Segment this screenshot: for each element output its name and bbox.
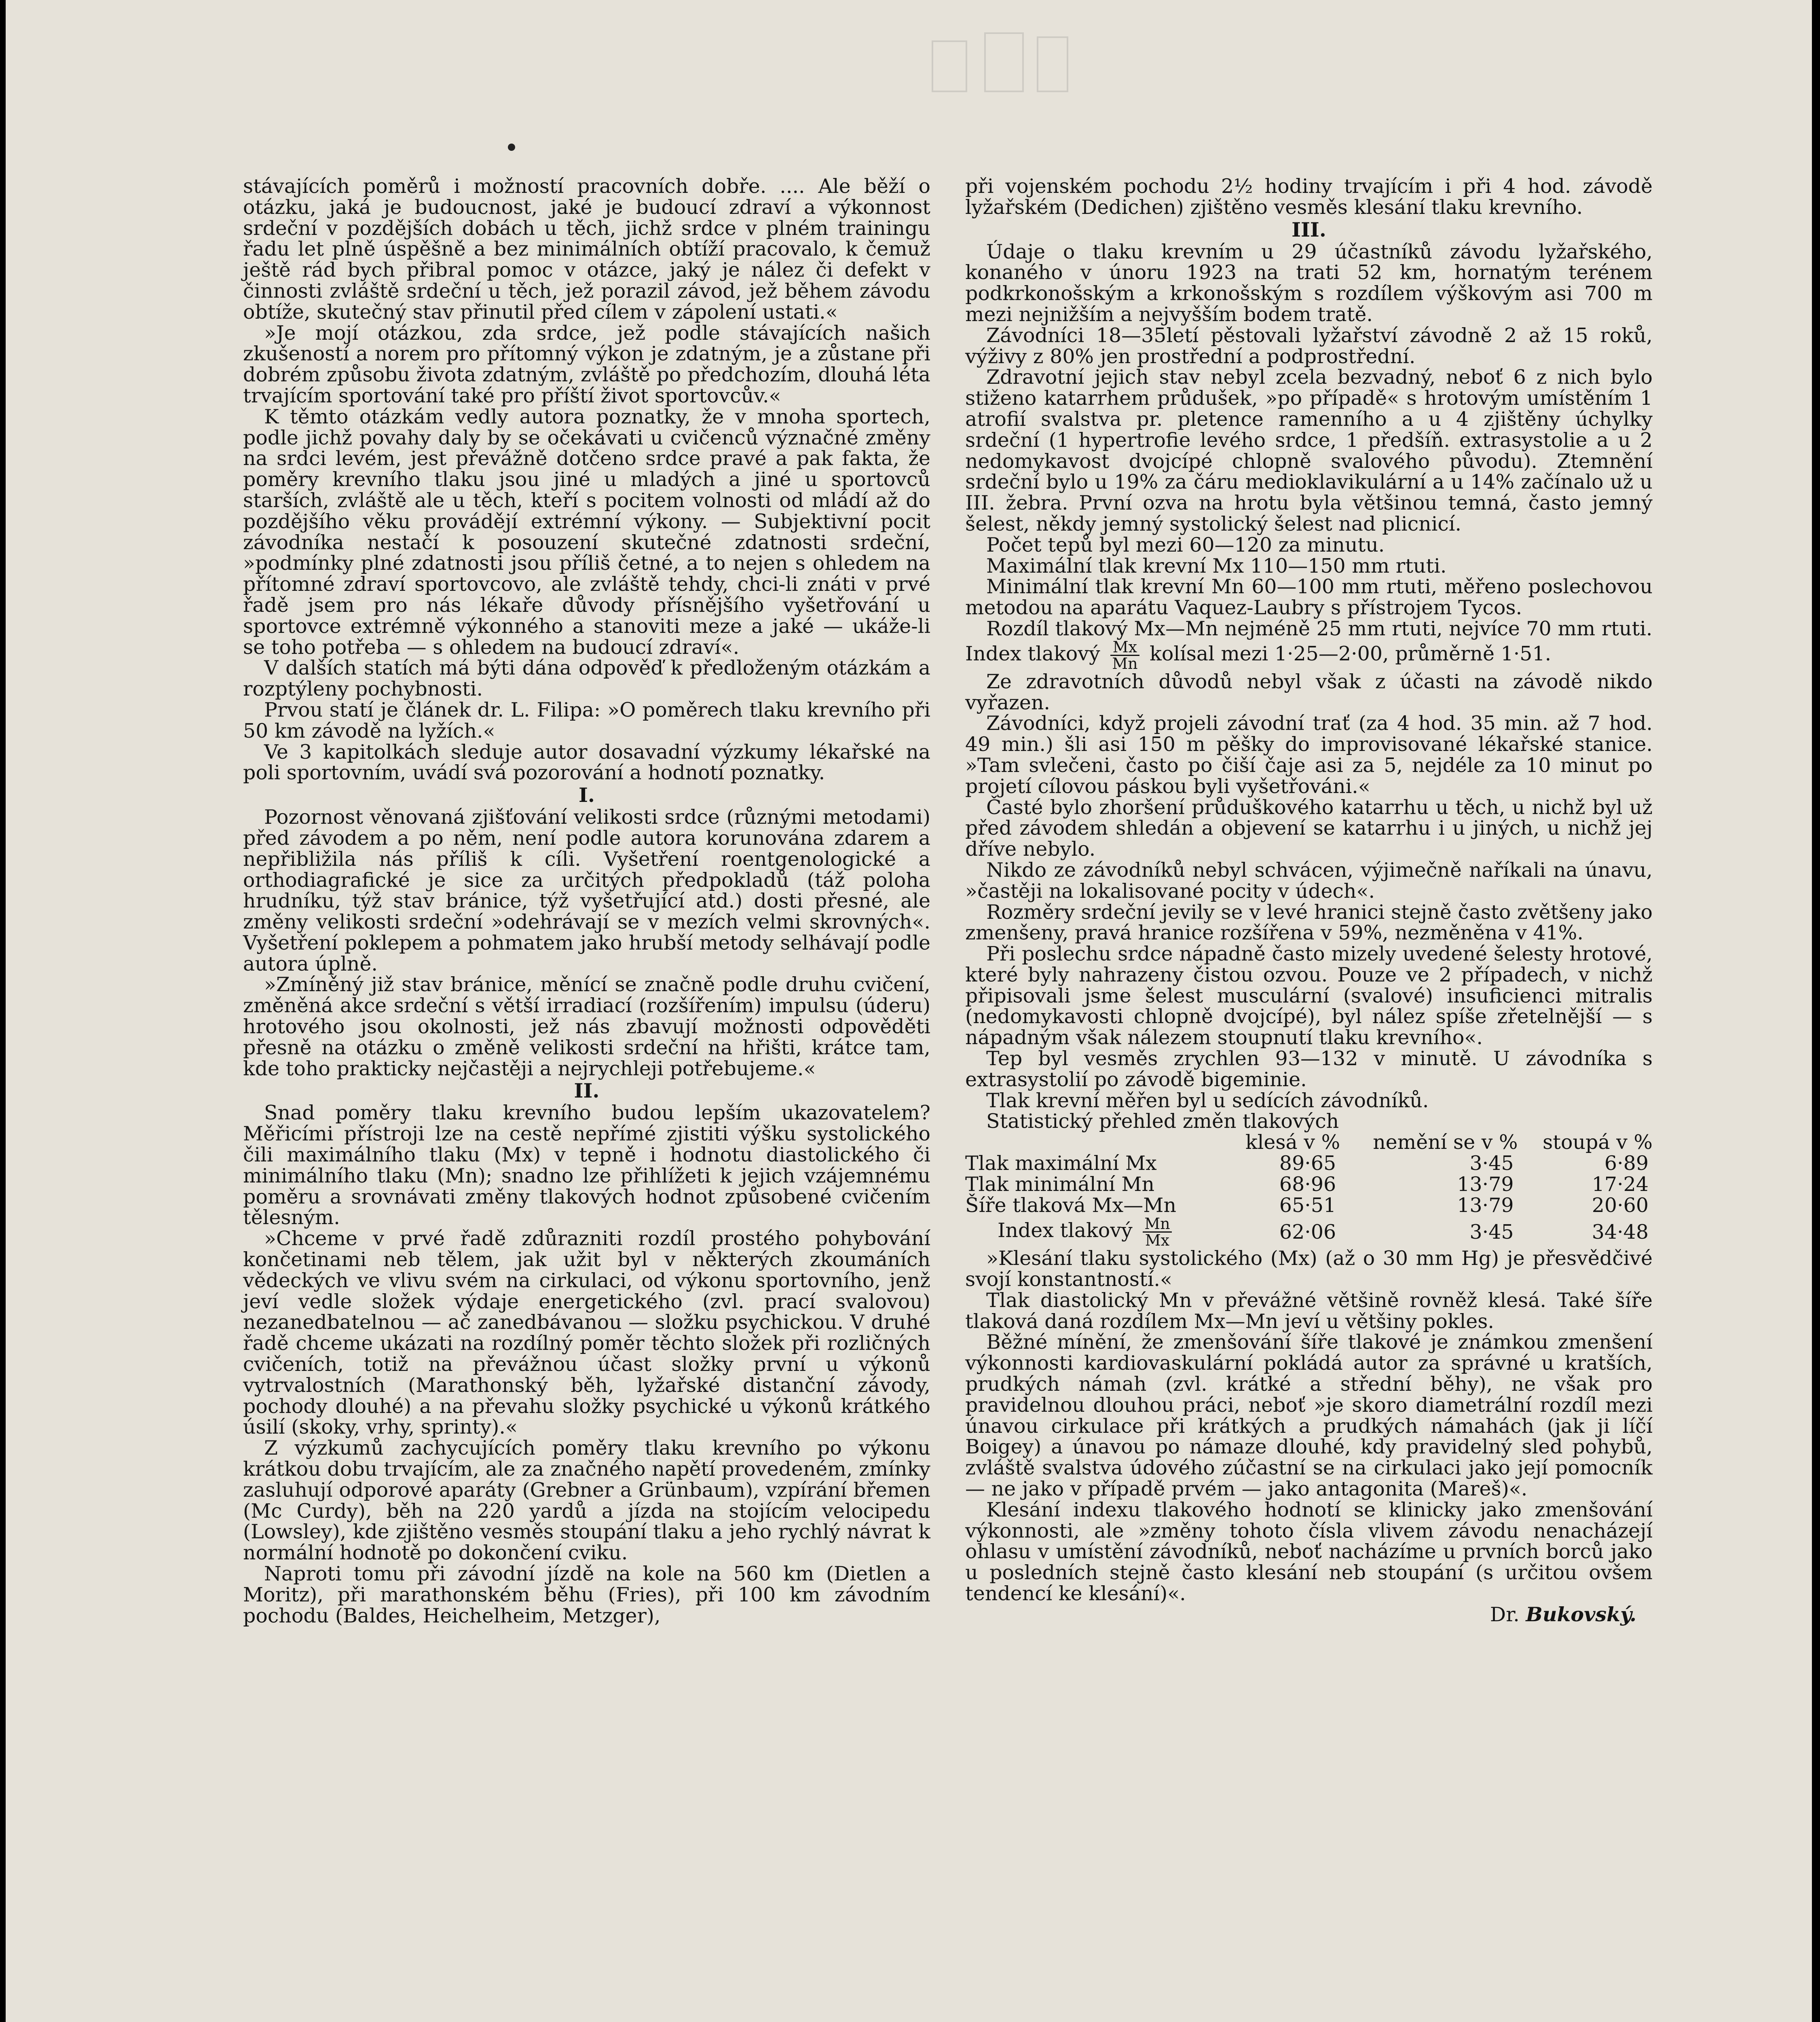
paragraph: Snad poměry tlaku krevního budou lepším ukazovatelem? Měřicími přístroji lze na cestě nepřímé zjistiti výšku systolického čili maximálního tlaku (Mx) v tepně i hodnotu diastolického či minimálního tlaku (Mn); snadno lze přihlížeti k jejich vzájemnému poměru a srovnávati změny tlakových hodnot způsobené cvičením tělesným. — [243, 1101, 930, 1229]
paragraph: »Je mojí otázkou, zda srdce, jež podle stávajících našich zkušeností a norem pro přítomný výkon je zdatným, je a zůstane při dobrém způsobu života zdatným, zvláště po předchozím, dlouhá léta trvajícím sportování také pro příští život sportovcův.« — [243, 321, 930, 407]
paragraph: Rozdíl tlakový Mx—Mn nejméně 25 mm rtuti, nejvíce 70 mm rtuti. — [986, 617, 1653, 640]
paragraph: V dalších statích má býti dána odpověď k předloženým otázkám a rozptýleny pochybnosti. — [243, 656, 930, 701]
section-heading-1: I. — [579, 783, 595, 807]
paragraph: Naproti tomu při závodní jízdě na kole na 560 km (Dietlen a Moritz), při marathonském běhu (Fries), při 100 km závodním pochodu (Baldes, Heichelheim, Metzger), — [243, 1562, 930, 1627]
cell-same: 3·45 — [1469, 1152, 1514, 1175]
paragraph: Ve 3 kapitolkách sleduje autor dosavadní výzkumy lékařské na poli sportovním, uvádí svá pozorování a hodnotí poznatky. — [243, 740, 930, 785]
dot-mark — [508, 144, 515, 151]
table-header: stoupá v % — [1543, 1131, 1653, 1154]
row-label: Šíře tlaková Mx—Mn — [965, 1194, 1177, 1217]
cell-fall: 65·51 — [1279, 1194, 1336, 1217]
paragraph: Tep byl vesměs zrychlen 93—132 v minutě. U závodníka s extrasystolií po závodě bigeminie. — [965, 1047, 1653, 1091]
fraction-numerator: Mn — [1143, 1216, 1171, 1233]
paragraph: Maximální tlak krevní Mx 110—150 mm rtuti. — [986, 554, 1447, 577]
paragraph: Nikdo ze závodníků nebyl schvácen, výjimečně naříkali na únavu, »častěji na lokalisované pocity v údech«. — [965, 858, 1653, 903]
row-label: Tlak maximální Mx — [965, 1152, 1157, 1175]
row-label — [965, 1216, 1224, 1248]
table-header: nemění se v % — [1373, 1131, 1518, 1154]
paragraph: »Klesání tlaku systolického (Mx) (až o 30 mm Hg) je přesvědčivé svojí konstantností.« — [965, 1247, 1653, 1291]
table-row — [965, 1195, 1653, 1216]
index-formula-line — [965, 639, 1653, 671]
table-row — [965, 1174, 1653, 1195]
table-row-index — [965, 1216, 1653, 1248]
section-heading-2: II. — [574, 1079, 600, 1103]
cell-same: 3·45 — [1469, 1220, 1514, 1244]
paragraph: stávajících poměrů i možností pracovních dobře. .... Ale běží o otázku, jaká je budoucnost, jaké je budoucí zdraví a výkonnost srdeční v pozdějších dobách u těch, jichž srdce v plném trainingu řadu let plně úspěšně a bez minimálních obtíží pracovalo, k čemuž ještě rád bych přibral pomoc v otázce, jaký je nález či defekt v činnosti zvláště srdeční u těch, jež porazil závod, jež během závodu obtíže, skutečný stav přinutil před cílem v zápolení ustati.« — [243, 175, 930, 324]
right-column — [965, 176, 1653, 1625]
paragraph: Z výzkumů zachycujících poměry tlaku krevního po výkonu krátkou dobu trvajícím, ale za značného napětí provedeném, zmínky zasluhují odporové aparáty (Grebner a Grünbaum), vzpírání břemen (Mc Curdy), běh na 220 yardů a jízda na stojícím velocipedu (Lowsley), kde zjištěno vesměs stoupání tlaku a jeho rychlý návrat k normální hodnotě po dokončení cviku. — [243, 1436, 930, 1565]
paragraph: při vojenském pochodu 2½ hodiny trvajícím i při 4 hod. závodě lyžařském (Dedichen) zjištěno vesměs klesání tlaku krevního. — [965, 175, 1653, 219]
signature — [965, 1604, 1653, 1625]
left-column — [243, 176, 930, 1626]
paragraph: »Zmíněný již stav bránice, měnící se značně podle druhu cvičení, změněná akce srdeční s větší irradiací (rozšířením) impulsu (úderu) hrotového jsou okolnosti, jež nás zbavují možnosti odpověděti přesně na otázku o změně velikosti srdeční na hřišti, krátce tam, kde toho prakticky nejčastěji a nejrychleji potřebujeme.« — [243, 973, 930, 1080]
paragraph: K těmto otázkám vedly autora poznatky, že v mnoha sportech, podle jichž povahy daly by se očekávati u cvičenců význačné změny na srdci levém, jest převážně dotčeno srdce pravé a pak fakta, že poměry krevního tlaku jsou jiné u mladých a jiné u sportovců starších, zvláště ale u těch, kteří s pocitem volnosti od mládí až do pozdějšího věku provádějí extrémní výkony. — Subjektivní pocit závodníka nestačí k posouzení skutečné zdatnosti srdeční, »podmínky plné zdatnosti jsou příliš četné, a to nejen s ohledem na přítomné zdraví sportovcovo, ale zvláště tehdy, chci-li znáti v prvé řadě jsem pro nás lékaře důvody přísnějšího vyšetřování u sportovce extrémně výkonného a stanoviti meze a jaké — ukáže-li se toho potřeba — s ohledem na budoucí zdraví«. — [243, 405, 930, 659]
scanned-page — [6, 0, 1812, 2022]
paragraph: Klesání indexu tlakového hodnotí se klinicky jako zmenšování výkonnosti, ale »změny tohoto čísla vlivem závodu nenacházejí ohlasu v umístění závodníků, neboť nacházíme u prvních borců jako u posledních stejně často klesání neb stoupání (s určitou ovšem tendencí ke klesání)«. — [965, 1498, 1653, 1605]
table-header — [965, 1132, 1224, 1153]
row-label: Tlak minimální Mn — [965, 1173, 1155, 1196]
statistics-table — [965, 1132, 1653, 1248]
paragraph: Závodníci, když projeli závodní trať (za 4 hod. 35 min. až 7 hod. 49 min.) šli asi 150 m pěšky do improvisované lékařské stanice. »Tam svlečeni, často po čiší čaje asi za 5, nejdéle za 10 minut po projetí cílovou páskou byli vyšetřováni.« — [965, 712, 1653, 798]
paragraph: Rozměry srdeční jevily se v levé hranici stejně často zvětšeny jako zmenšeny, pravá hranice rozšířena v 59%, nezměněna v 41%. — [965, 900, 1653, 945]
index-fraction — [1110, 639, 1139, 671]
paragraph: Závodníci 18—35letí pěstovali lyžařství závodně 2 až 15 roků, výživy z 80% jen prostřední a podprostřední. — [965, 324, 1653, 368]
paragraph: Zdravotní jejich stav nebyl zcela bezvadný, neboť 6 z nich bylo stiženo katarrhem průdušek, »po případě« s hrotovým umístěním 1 atrofií svalstva pr. pletence ramenního a u 4 zjištěny úchylky srdeční (1 hypertrofie levého srdce, 1 předšíň. extrasystolie a u 2 nedomykavost dvojcípé chlopně svalového původu). Ztemnění srdeční bylo u 19% za čáru medioklavikulární a u 14% začínalo už u III. žebra. První ozva na hrotu byla většinou temná, často jemný šelest, někdy jemný systolický šelest nad plicnicí. — [965, 366, 1653, 535]
cell-same: 13·79 — [1457, 1173, 1514, 1196]
paragraph: Tlak diastolický Mn v převážné většině rovněž klesá. Také šíře tlaková daná rozdílem Mx—Mn jeví u většiny pokles. — [965, 1288, 1653, 1333]
fraction-numerator: Mx — [1110, 639, 1139, 656]
fraction-denominator: Mx — [1145, 1231, 1170, 1250]
paragraph: Počet tepů byl mezi 60—120 za minutu. — [986, 533, 1385, 556]
paragraph: Pozornost věnovaná zjišťování velikosti srdce (různými metodami) před závodem a po něm, není podle autora korunována zdarem a nepřibližila nás příliš k cíli. Vyšetření roentgenologické a orthodiagrafické je sice za určitých předpokladů (táž poloha hrudníku, týž stav bránice, týž vyšetřující atd.) dosti přesné, ale změny velikosti srdeční »odehrávají se v mezích velmi skrovných«. Vyšetření poklepem a pohmatem jako hrubší metody selhávají podle autora úplně. — [243, 806, 930, 975]
table-row — [965, 1153, 1653, 1174]
cell-same: 13·79 — [1457, 1194, 1514, 1217]
paragraph: Při poslechu srdce nápadně často mizely uvedené šelesty hrotové, které byly nahrazeny čistou ozvou. Pouze ve 2 případech, v nichž připisovali jsme šelest musculární (svalové) insuficienci mitralis (nedomykavosti chlopně dvojcípé), byl nález spíše zřetelnější — s nápadným však nálezem stoupnutí tlaku krevního«. — [965, 942, 1653, 1049]
cell-fall: 89·65 — [1279, 1152, 1336, 1175]
index-fraction — [1143, 1216, 1171, 1248]
cell-rise: 6·89 — [1604, 1152, 1649, 1175]
paragraph: Údaje o tlaku krevním u 29 účastníků závodu lyžařského, konaného v únoru 1923 na trati 52 km, hornatým terénem podkrkonošským a krkonošským s rozdílem výškovým asi 700 m mezi nejnižším a nejvyšším bodem tratě. — [965, 240, 1653, 326]
fraction-denominator: Mn — [1112, 654, 1138, 673]
paragraph: Tlak krevní měřen byl u sedících závodníků. — [986, 1089, 1429, 1112]
paragraph: Ze zdravotních důvodů nebyl však z účasti na závodě nikdo vyřazen. — [965, 670, 1653, 714]
cell-fall: 68·96 — [1279, 1173, 1336, 1196]
cell-rise: 20·60 — [1592, 1194, 1649, 1217]
pencil-scribble — [924, 24, 1077, 101]
section-heading-3: III. — [1292, 218, 1326, 241]
table-header-row — [965, 1132, 1653, 1153]
paragraph: Minimální tlak krevní Mn 60—100 mm rtuti, měřeno poslechovou metodou na aparátu Vaquez-Laubry s přístrojem Tycos. — [965, 575, 1653, 620]
cell-fall: 62·06 — [1279, 1220, 1336, 1244]
cell-rise: 17·24 — [1592, 1173, 1649, 1196]
signature-name: Bukovský. — [1526, 1602, 1636, 1626]
signature-prefix: Dr. — [1490, 1603, 1520, 1626]
index-label: Index tlakový — [965, 642, 1100, 665]
table-header: klesá v % — [1245, 1131, 1340, 1154]
paragraph: Statistický přehled změn tlakových — [986, 1110, 1339, 1133]
paragraph: Běžné mínění, že zmenšování šíře tlakové je známkou zmenšení výkonnosti kardiovaskulární pokládá autor za správné u kratších, prudkých námah (zvl. krátké a střední běhy), ne však pro pravidelnou dlouhou práci, neboť »je skoro diametrální rozdíl mezi únavou cirkulace při krátkých a prudkých námahách (jak ji líčí Boigey) a únavou po námaze dlouhé, kdy pravidelný sled pohybů, zvláště svalstva údového zúčastní se na cirkulaci jako její pomocník — ne jako v případě prvém — jako antagonita (Mareš)«. — [965, 1330, 1653, 1501]
paragraph: Časté bylo zhoršení průduškového katarrhu u těch, u nichž byl už před závodem shledán a objevení se katarrhu i u jiných, u nichž jej dříve nebylo. — [965, 795, 1653, 861]
paragraph: Prvou statí je článek dr. L. Filipa: »O poměrech tlaku krevního při 50 km závodě na lyžích.« — [243, 698, 930, 742]
paragraph: »Chceme v prvé řadě zdůrazniti rozdíl prostého pohybování končetinami neb tělem, jak užit byl v některých zkoumáních vědeckých ve vlivu svém na cirkulaci, od výkonu sportovního, jenž jeví vedle složek výdaje energetického (zvl. prací svalovou) nezanedbatelnou — ač zanedbávanou — složku psychickou. V druhé řadě chceme ukázati na rozdílný poměr těchto složek při rozličných cvičeních, totiž na převážnou účast složky první u výkonů vytrvalostních (Marathonský běh, lyžařské distanční závody, pochody dlouhé) a na převahu složky psychické u výkonů krátkého úsilí (skoky, vrhy, sprinty).« — [243, 1227, 930, 1439]
cell-rise: 34·48 — [1592, 1220, 1649, 1244]
index-text: kolísal mezi 1·25—2·00, průměrně 1·51. — [1150, 642, 1552, 665]
index-label: Index tlakový — [998, 1219, 1133, 1242]
